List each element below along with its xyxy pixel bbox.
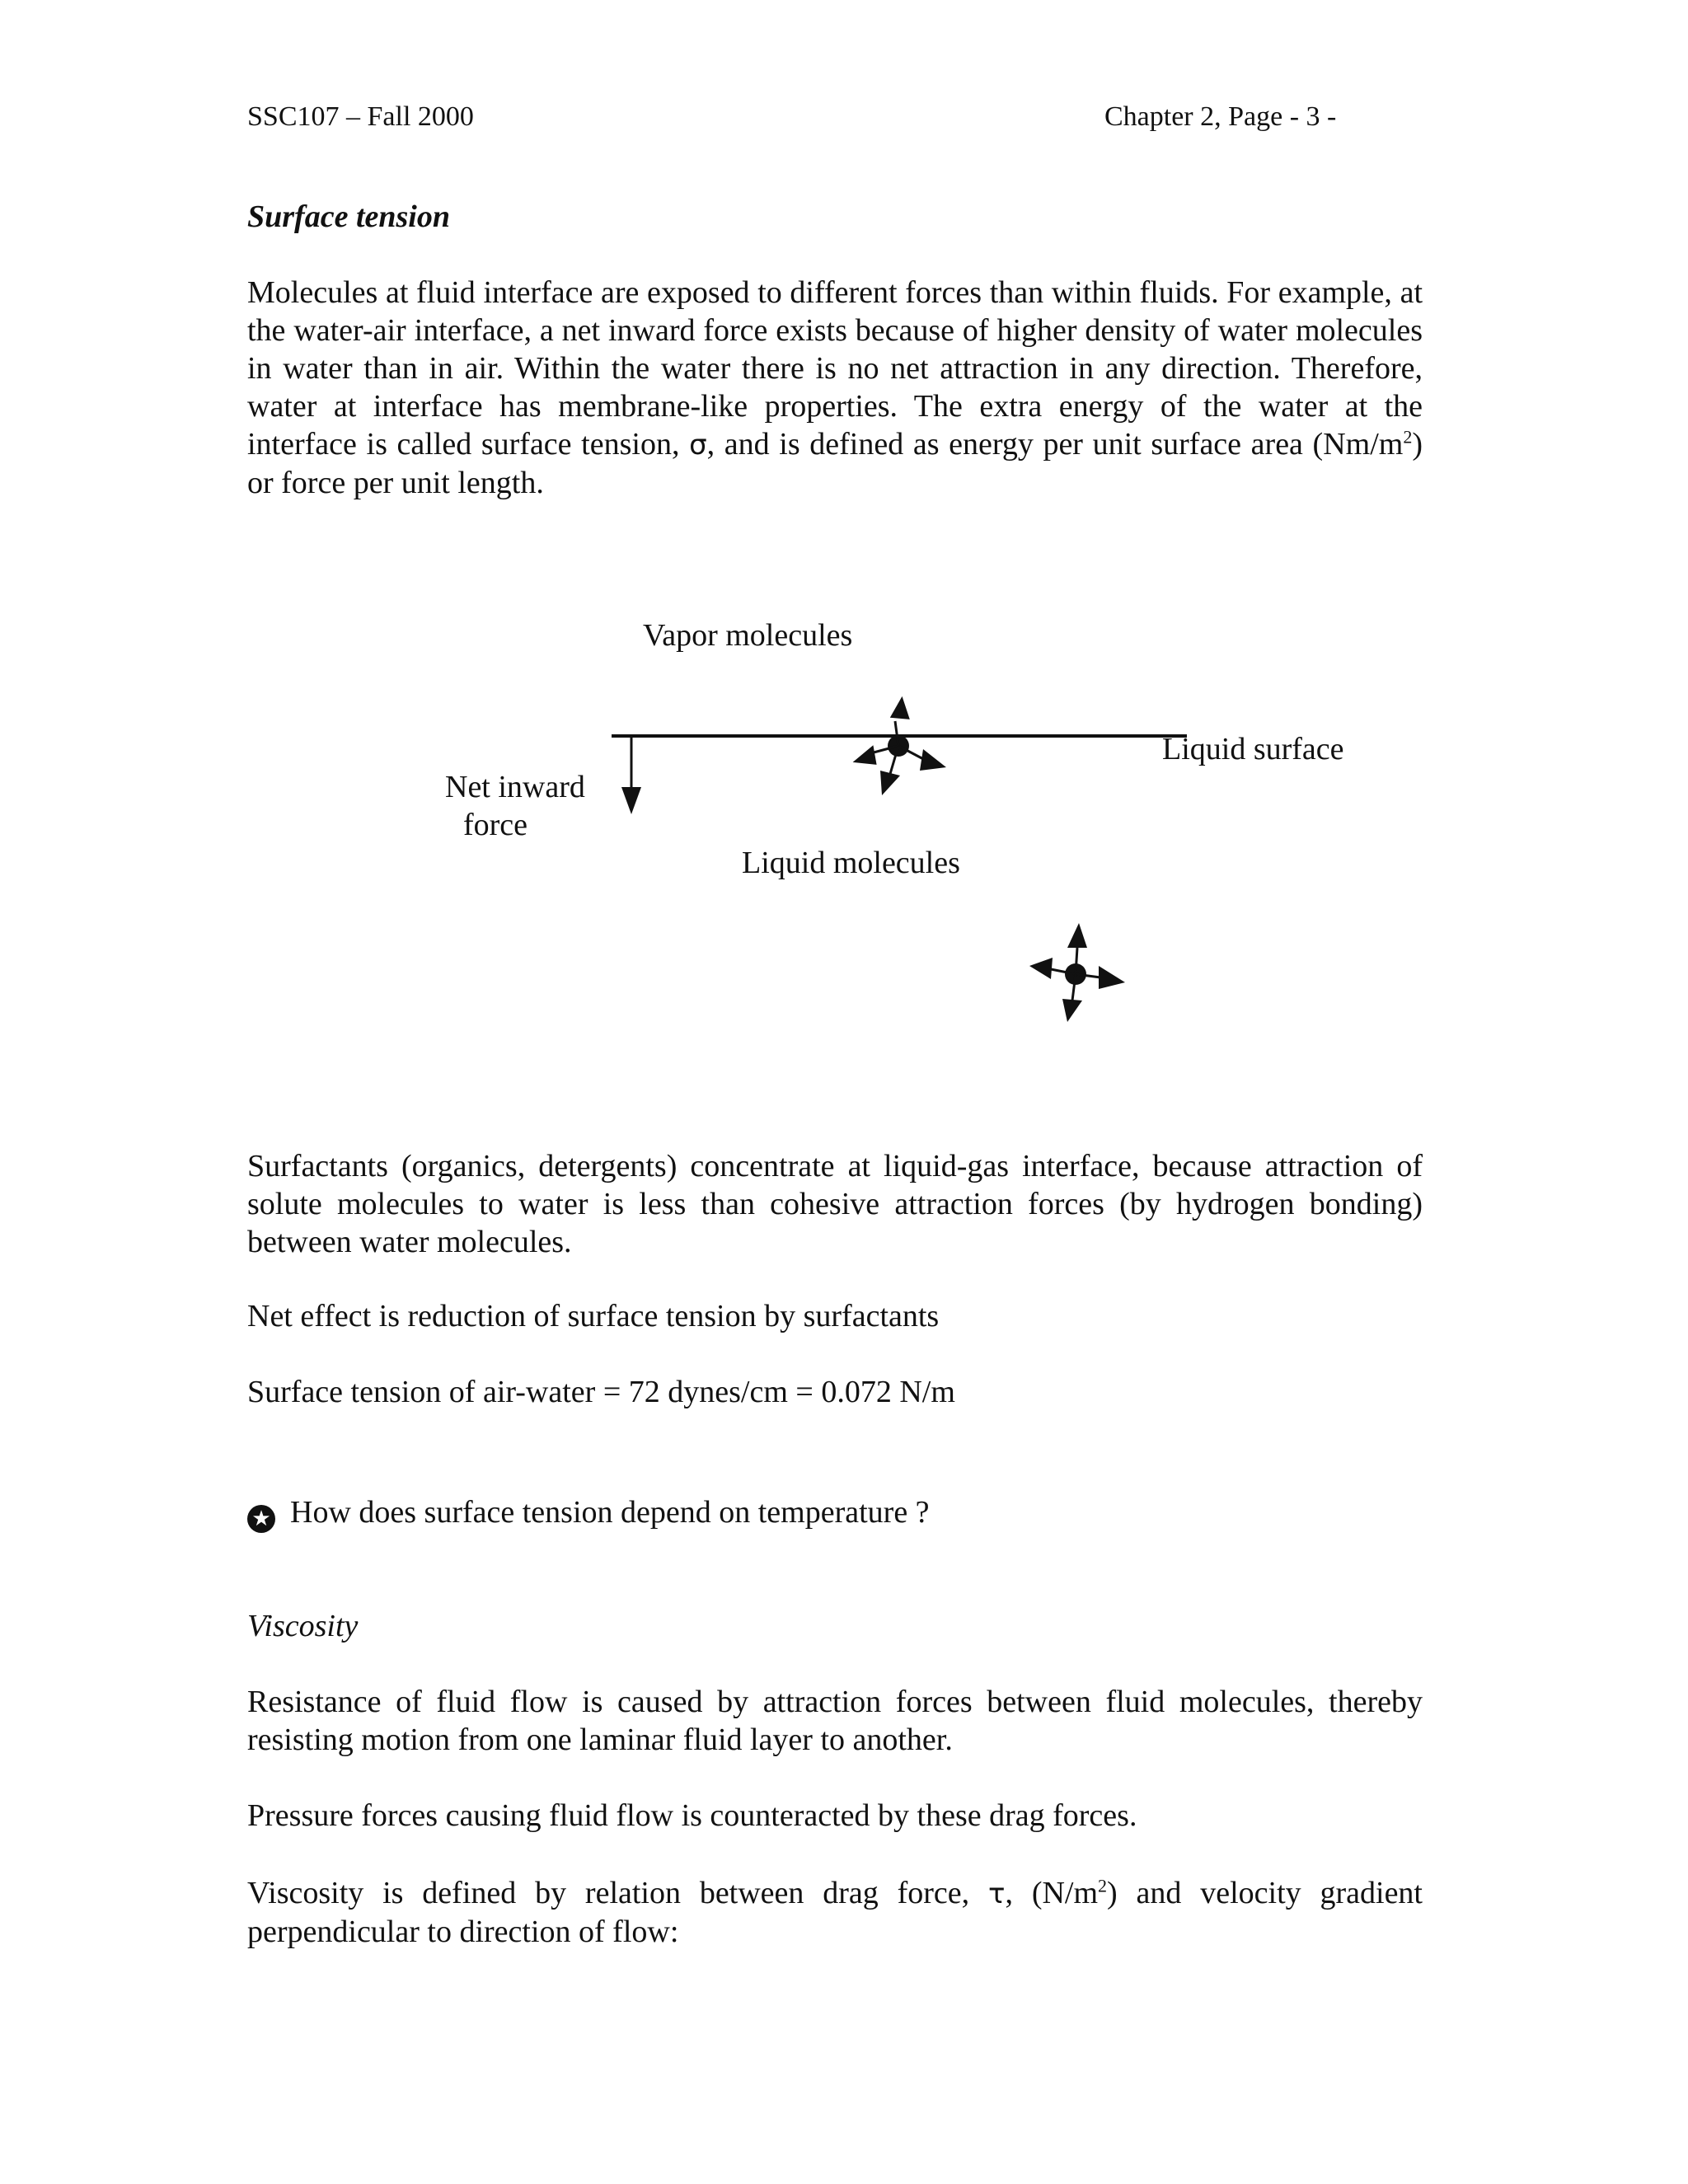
section-heading-surface-tension: Surface tension: [247, 199, 450, 234]
paragraph-surfactants: Surfactants (organics, detergents) concentrate at liquid-gas interface, because attraction of solute molecules to water is less than cohesive attraction forces (by hydrogen bonding) between water molecules.: [247, 1149, 1423, 1259]
label-liquid-molecules: Liquid molecules: [742, 846, 960, 880]
running-header-course: SSC107 – Fall 2000: [247, 101, 474, 132]
surface-molecule: [851, 695, 946, 795]
section-heading-viscosity: Viscosity: [247, 1609, 359, 1643]
interior-molecule: [1029, 923, 1125, 1022]
label-force: force: [463, 808, 528, 842]
paragraph-text: Viscosity is defined by relation between drag force,: [247, 1876, 988, 1910]
question-text: How does surface tension depend on temperature ?: [290, 1495, 930, 1530]
star-icon: ★: [247, 1505, 275, 1533]
label-vapor-molecules: Vapor molecules: [643, 618, 853, 653]
paragraph-viscosity-3: [247, 1874, 1423, 1951]
label-liquid-surface: Liquid surface: [1162, 732, 1344, 766]
line-surface-tension-value: Surface tension of air-water = 72 dynes/cm = 0.072 N/m: [247, 1375, 955, 1409]
question-line: [247, 1493, 930, 1533]
paragraph-viscosity-2: Pressure forces causing fluid flow is counteracted by these drag forces.: [247, 1798, 1137, 1833]
superscript: 2: [1098, 1875, 1108, 1896]
paragraph-text: ) and velocity gradient perpendicular to direction of flow:: [247, 1876, 1423, 1949]
label-net-inward: Net inward: [445, 770, 585, 804]
paragraph-text: Molecules at fluid interface are exposed to different forces than within fluids. For example, at the water-air interface, a net inward force exists because of higher density of water molecules in water than in air. Within the water there is no net attraction in any direction. Therefore, water at interface has membrane-like properties. The extra energy of the water at the interface is called surface tension,: [247, 275, 1423, 462]
running-header-page: Chapter 2, Page - 3 -: [1104, 101, 1337, 132]
sigma-symbol: σ: [689, 429, 707, 462]
tau-symbol: τ: [988, 1877, 1006, 1910]
paragraph-text: ) or force per unit length.: [247, 427, 1423, 500]
paragraph-text: , (N/m: [1005, 1876, 1099, 1910]
net-inward-force-arrow: [621, 736, 641, 814]
paragraph-viscosity-1: Resistance of fluid flow is caused by attraction forces between fluid molecules, thereby resisting motion from one laminar fluid layer to another.: [247, 1685, 1423, 1757]
superscript: 2: [1403, 426, 1413, 448]
line-net-effect: Net effect is reduction of surface tension by surfactants: [247, 1299, 940, 1333]
paragraph-text: , and is defined as energy per unit surface area (Nm/m: [706, 427, 1404, 462]
